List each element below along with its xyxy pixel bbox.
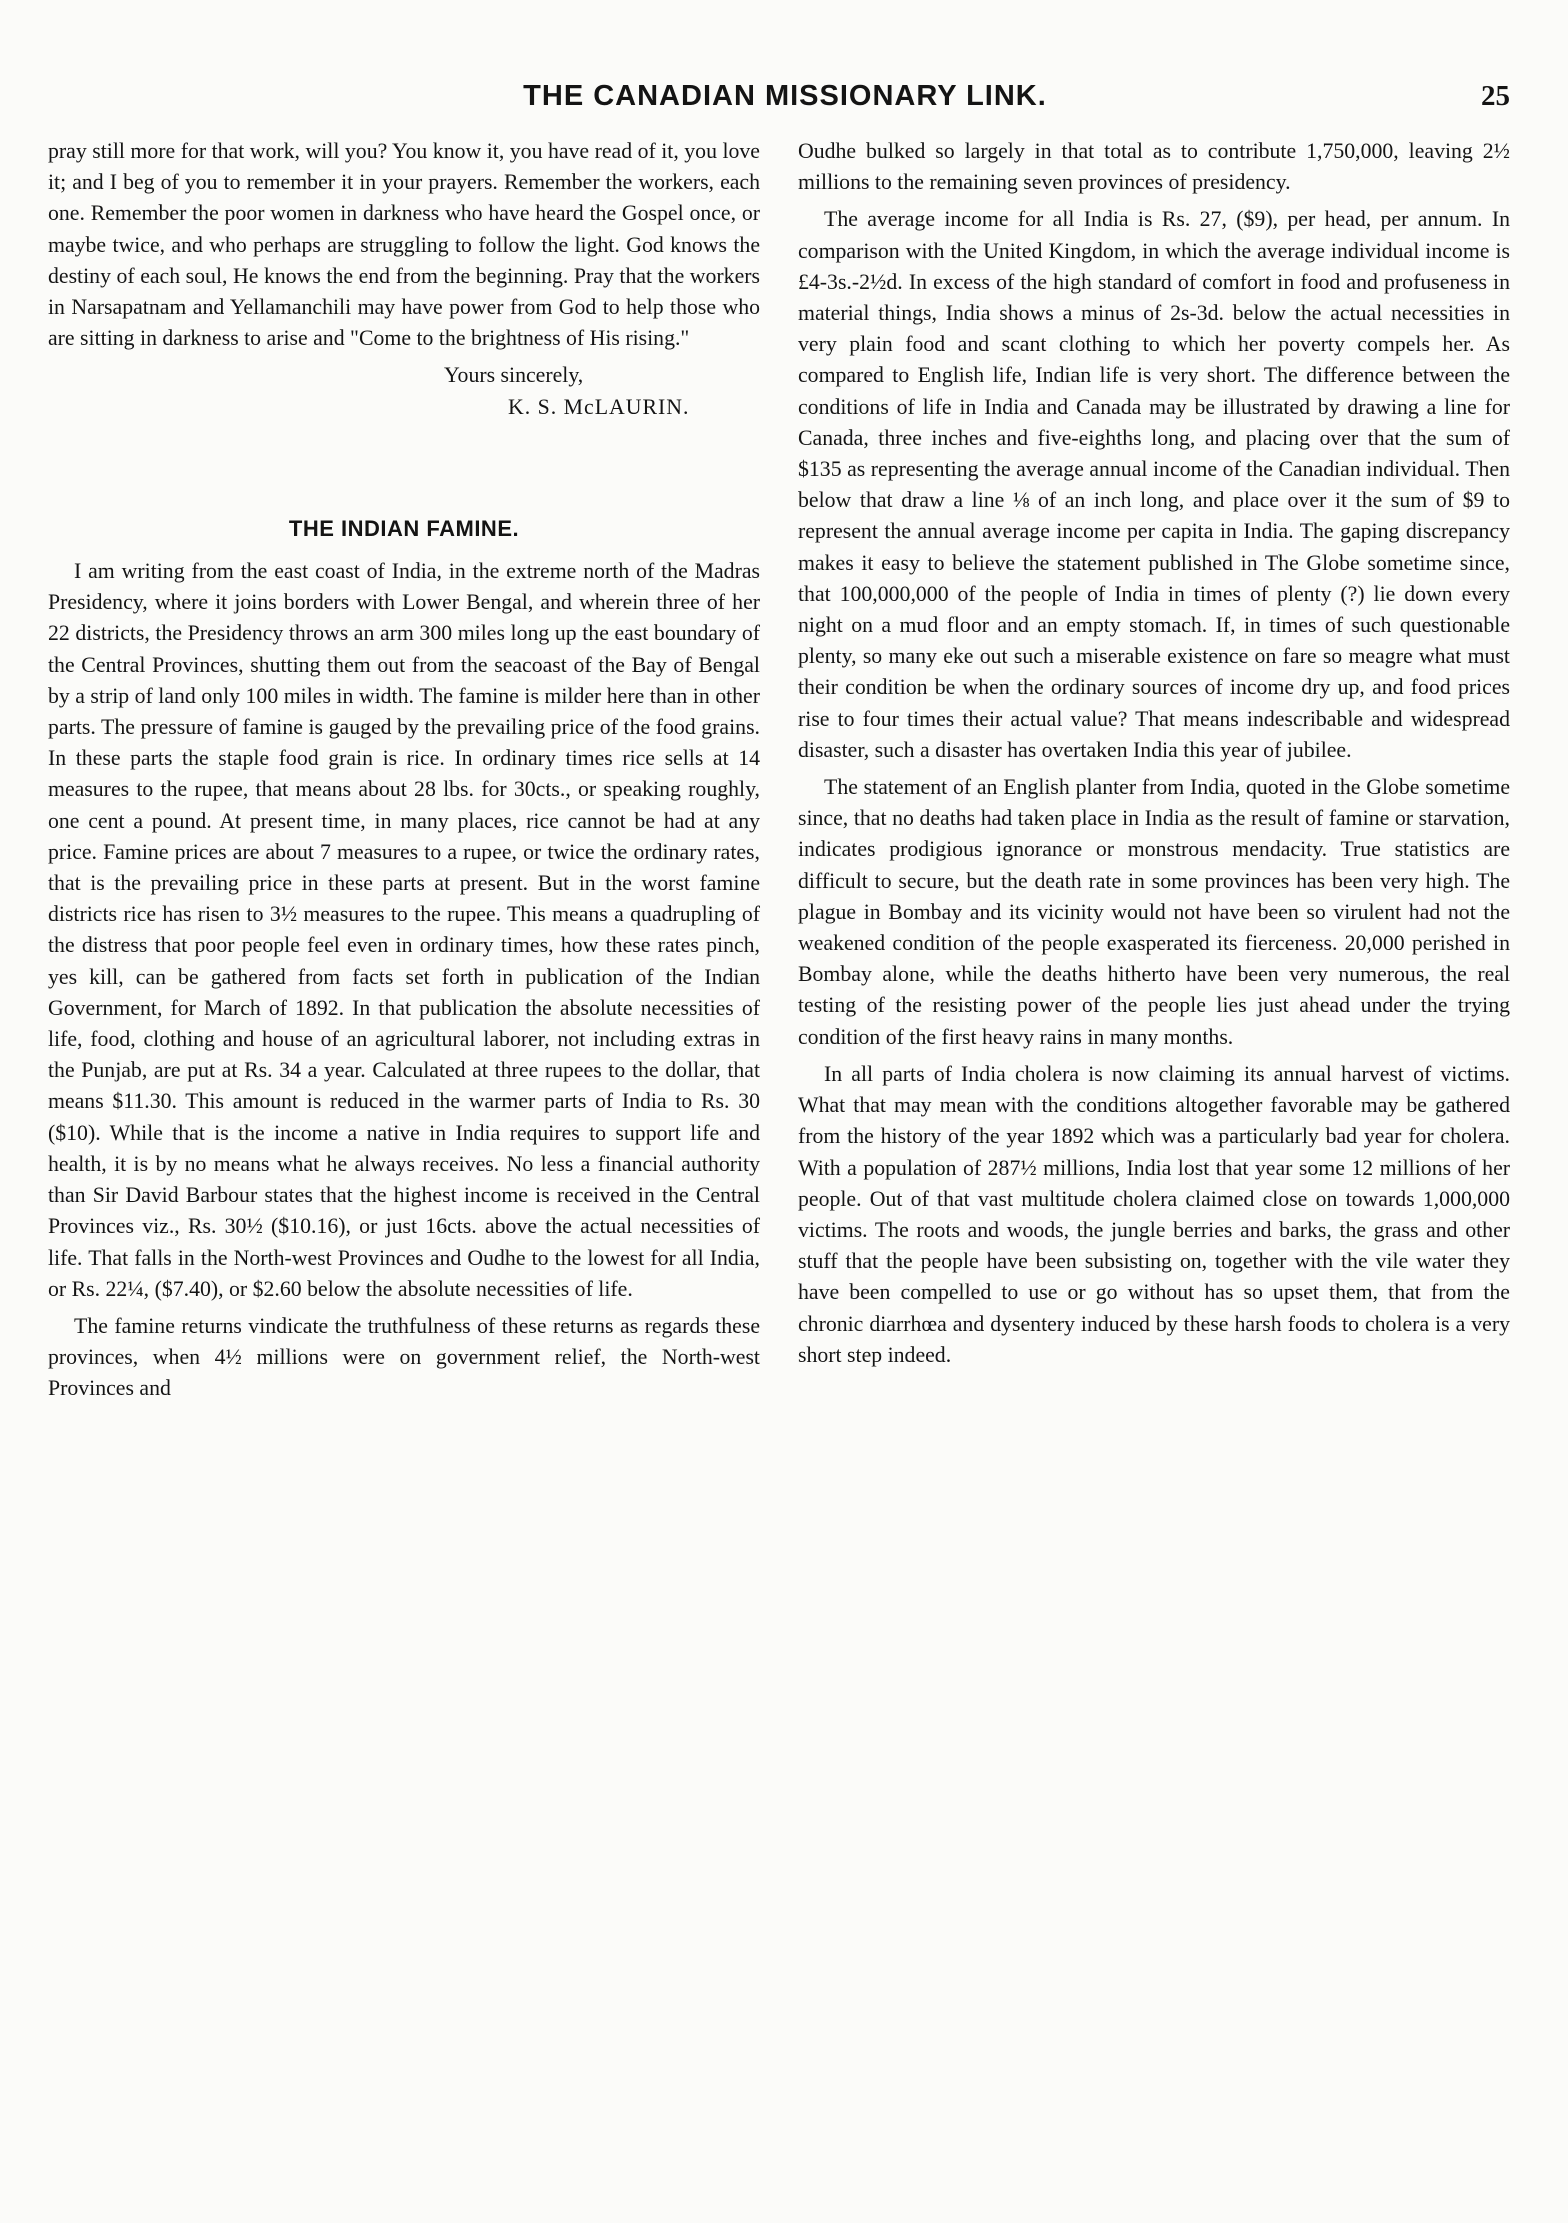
letter-signoff: [48, 360, 760, 422]
letter-closing: Yours sincerely,: [444, 363, 584, 388]
letter-continuation-paragraph: pray still more for that work, will you? You know it, you have read of it, you love it; and I beg of you to remember it in your prayers. Remember the workers, each one. Remember the poor women in darkness who have heard the Gospel once, or maybe twice, and who perhaps are struggling to follow the light. God knows the destiny of each soul, He knows the end from the beginning. Pray that the workers in Narsapatnam and Yellamanchili may have power from God to help those who are sitting in darkness to arise and "Come to the brightness of His rising.": [48, 139, 760, 351]
page-number: 25: [1481, 80, 1510, 112]
article-heading: THE INDIAN FAMINE.: [288, 515, 520, 541]
article-paragraph: I am writing from the east coast of India, in the extreme north of the Madras Presidency, where it joins borders with Lower Bengal, and wherein three of her 22 districts, the Presidency throws an arm 300 miles long up the east boundary of the Central Provinces, shutting them out from the seacoast of the Bay of Bengal by a strip of land only 100 miles in width. The famine is milder here than in other parts. The pressure of famine is gauged by the prevailing price of the food grains. In these parts the staple food grain is rice. In ordinary times rice sells at 14 measures to the rupee, that means about 28 lbs. for 30cts., or speaking roughly, one cent a pound. At present time, in many places, rice cannot be had at any price. Famine prices are about 7 measures to a rupee, or twice the ordinary rates, that is the prevailing price in these parts at present. But in the worst famine districts rice has risen to 3½ measures to the rupee. This means a quadrupling of the distress that poor people feel even in ordinary times, how these rates pinch, yes kill, can be gathered from facts set forth in publication of the Indian Government, for March of 1892. In that publication the absolute necessities of life, food, clothing and house of an agricultural laborer, not including extras in the Punjab, are put at Rs. 34 a year. Calculated at three rupees to the dollar, that means $11.30. This amount is reduced in the warmer parts of India to Rs. 30 ($10). While that is the income a native in India requires to support life and health, it is by no means what he always receives. No less a financial authority than Sir David Barbour states that the highest income is received in the Central Provinces viz., Rs. 30½ ($10.16), or just 16cts. above the actual necessities of life. That falls in the North-west Provinces and Oudhe to the lowest for all India, or Rs. 22¼, ($7.40), or $2.60 below the absolute necessities of life.: [48, 559, 760, 1301]
letter-signature: K. S. McLAURIN.: [508, 394, 690, 419]
left-column: [48, 136, 760, 1411]
right-column: [798, 136, 1510, 1377]
periodical-title: THE CANADIAN MISSIONARY LINK.: [523, 80, 1047, 112]
page-header: [40, 80, 1530, 124]
article-paragraph: The statement of an English planter from India, quoted in the Globe sometime since, that no deaths had taken place in India as the result of famine or starvation, indicates prodigious ignorance or monstrous mendacity. True statistics are difficult to secure, but the death rate in some provinces has been very high. The plague in Bombay and its vicinity would not have been so virulent had not the weakened condition of the people exasperated its fierceness. 20,000 perished in Bombay alone, while the deaths hitherto have been very numerous, the real testing of the resisting power of the people lies just ahead under the trying condition of the first heavy rains in many months.: [798, 775, 1510, 1049]
article-paragraph: The average income for all India is Rs. 27, ($9), per head, per annum. In comparison with the United Kingdom, in which the average individual income is £4-3s.-2½d. In excess of the high standard of comfort in food and profuseness in material things, India shows a minus of 2s-3d. below the actual necessities in very plain food and scant clothing to which her poverty compels her. As compared to English life, Indian life is very short. The difference between the conditions of life in India and Canada may be illustrated by drawing a line for Canada, three inches and five-eighths long, and placing over that the sum of $135 as representing the average annual income of the Canadian individual. Then below that draw a line ⅛ of an inch long, and place over it the sum of $9 to represent the annual average income per capita in India. The gaping discrepancy makes it easy to believe the statement published in The Globe sometime since, that 100,000,000 of the people of India in times of plenty (?) lie down every night on a mud floor and an empty stomach. If, in times of such questionable plenty, so many eke out such a miserable existence on fare so meagre what must their condition be when the ordinary sources of income dry up, and food prices rise to four times their actual value? That means indescribable and widespread disaster, such a disaster has overtaken India this year of jubilee.: [798, 207, 1510, 762]
article-paragraph: Oudhe bulked so largely in that total as to contribute 1,750,000, leaving 2½ millions to the remaining seven provinces of presidency.: [798, 139, 1510, 195]
article-paragraph: The famine returns vindicate the truthfulness of these returns as regards these provinces, when 4½ millions were on government relief, the North-west Provinces and: [48, 1313, 760, 1401]
article-paragraph: In all parts of India cholera is now claiming its annual harvest of victims. What that may mean with the conditions altogether favorable may be gathered from the history of the year 1892 which was a particularly bad year for cholera. With a population of 287½ millions, India lost that year some 12 millions of her people. Out of that vast multitude cholera claimed close on towards 1,000,000 victims. The roots and woods, the jungle berries and barks, the grass and other stuff that the people have been subsisting on, together with the vile water they have been compelled to use or go without has so upset them, that from the chronic diarrhœa and dysentery induced by these harsh foods to cholera is a very short step indeed.: [798, 1061, 1510, 1367]
